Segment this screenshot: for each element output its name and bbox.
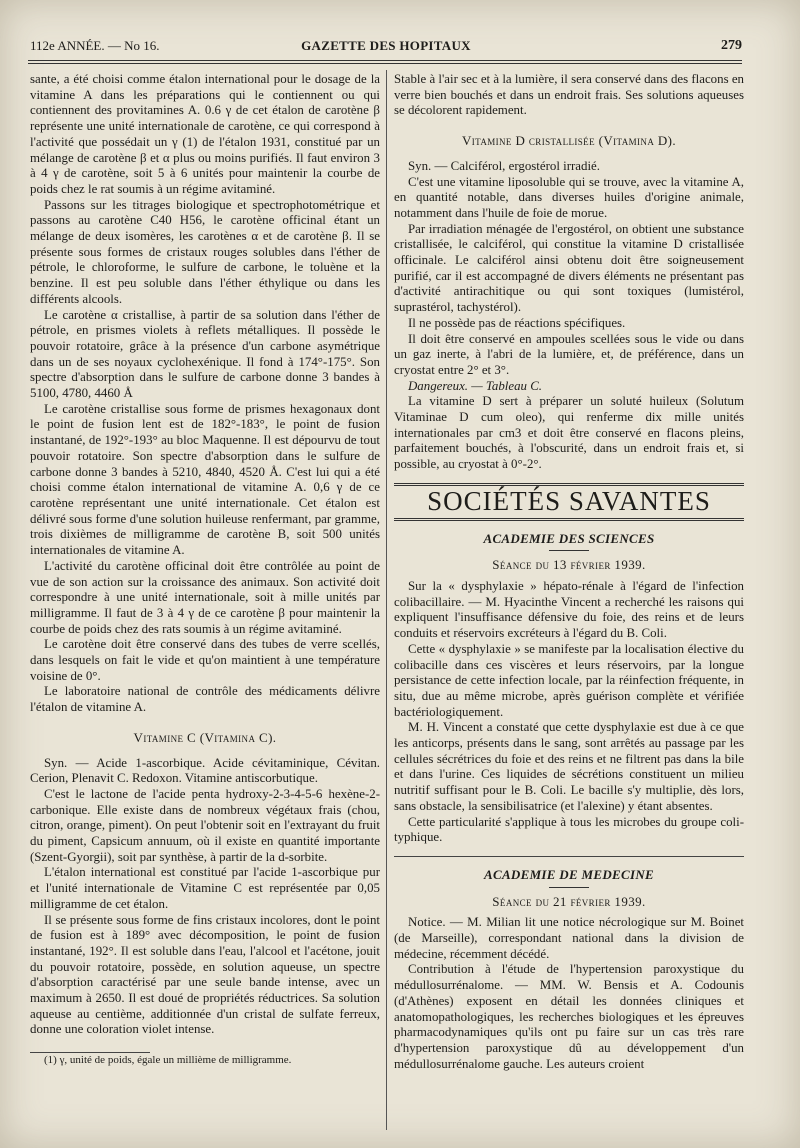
paragraph: Par irradiation ménagée de l'ergostérol, on obtient une substance cristallisée, le calciférol, qui constitue la vitamine D cristallisée officinale. Le calciférol ainsi obtenu doit être soigneusement purifié, car il est accompagné de divers éléments ne présentant pas d'activité antirachitique ou qui sont toxiques (lumistérol, suprastérol, tachystérol). xyxy=(394,221,744,315)
paragraph: Sur la « dysphylaxie » hépato-rénale à l'égard de l'infection colibacillaire. — M. Hyacinthe Vincent a recherché les raisons qui expliquent l'insuffisance défensive du foie, des reins et de leurs conduits et réservoirs excréteurs à l'égard du B. Coli. xyxy=(394,578,744,641)
paragraph: Le carotène doit être conservé dans des tubes de verre scellés, dans lesquels on fait le vide et qu'on maintient à une température voisine de 0°. xyxy=(30,637,380,683)
paragraph: Cette « dysphylaxie » se manifeste par la localisation élective du colibacille dans ces viscères et leurs réservoirs, par la longue persistance de cette infection locale, par la réinfection fréquente, in situ, due au même microbe, après guérison complète et vérifiée bactériologiquement. xyxy=(394,641,744,719)
subheading-vitamin-c: Vitamine C (Vitamina C). xyxy=(133,729,277,745)
paragraph: Notice. — M. Milian lit une notice nécrologique sur M. Boinet (de Marseille), correspondant national dans la division de médecine, récemment décédé. xyxy=(394,915,744,961)
paragraph: Contribution à l'étude de l'hypertension paroxystique du médullosurrénalome. — MM. W. Bensis et A. Codounis (d'Athènes) exposent en détail les données cliniques et anatomopathologiques, les recherches biologiques et les épreuves pharmacodynamiques qu'ils ont pu faire sur un cas très rare d'hypertension paroxystique dû au développement d'un médullosurrénalome gauche. Les auteurs croient xyxy=(394,962,744,1071)
divider xyxy=(549,887,589,888)
subheading-vitamin-d: Vitamine D cristallisée (Vitamina D). xyxy=(461,133,677,149)
paragraph: Syn. — Calciférol, ergostérol irradié. xyxy=(408,158,600,173)
paragraph: Syn. — Acide 1-ascorbique. Acide cévitaminique, Cévitan. Cerion, Plenavit C. Redoxon. Vitamine antiscorbutique. xyxy=(30,755,380,786)
paragraph: Le laboratoire national de contrôle des médicaments délivre l'étalon de vitamine A. xyxy=(30,684,380,715)
paragraph: Cette particularité s'applique à tous les microbes du groupe coli-typhique. xyxy=(394,814,744,845)
paragraph: Le carotène cristallise sous forme de prismes hexagonaux dont le point de fusion lent est de 182°-183°, le point de fusion instantané, de 192°-193° au bloc Maquenne. Il est dépourvu de tout pouvoir rotatoire. Son spectre d'absorption dans le sulfure de carbone donne 3 bandes à 5210, 4840, 4520 Å. C'est lui qui a été choisi comme étalon international de vitamine A. 0,6 γ de ce carotène représentant une unité internationale. Cet étalon est délivré sous forme d'une solution huileuse renfermant, par gramme, trois dixièmes de milligramme de carotène B, soit 500 unités internationales de vitamine A. xyxy=(30,401,380,558)
section-title: SOCIÉTÉS SAVANTES xyxy=(394,483,744,521)
paragraph: Passons sur les titrages biologique et spectrophotométrique et passons au carotène C40 H56, le carotène officinal étant un mélange de deux isomères, les carotènes α et de carotène β. Il se présente sous formes de cristaux rouges solubles dans l'éther de pétrole, le chloroforme, le sulfure de carbone, le toluène et la benzine. Il est peu soluble dans l'éther éthylique ou dans les différents alcools. xyxy=(30,197,380,306)
paragraph: C'est une vitamine liposoluble qui se trouve, avec la vitamine A, en quantité notable, dans diverses huiles d'origine animale, notamment dans l'huile de foie de morue. xyxy=(394,174,744,220)
issue-label: 112e ANNÉE. — No 16. xyxy=(30,38,160,53)
paragraph: L'activité du carotène officinal doit être contrôlée au point de vue de son action sur la croissance des animaux. Son activité doit correspondre à une unité internationale, soit à mille unités par milligramme. Il faut de 3 à 4 γ de ce carotène β pour maintenir la courbe de poids chez des rats soumis à un régime avitaminé. xyxy=(30,558,380,636)
paragraph: sante, a été choisi comme étalon international pour le dosage de la vitamine A dans les préparations qui le contiennent ou qui contiennent des provitamines A. 0.6 γ de cet étalon de carotène β représente une unité internationale de carotène, ce qui correspond à l'activité que possédait un γ (1) de l'étalon 1931, constitué par un mélange de carotène β et α plus ou moins purifiés. Il faut environ 3 à 4 γ de carotène, soit 5 à 6 unités pour maintenir la courbe de poids chez le rat soumis à un régime avitaminé. xyxy=(30,72,380,196)
paragraph: Dangereux. — Tableau C. xyxy=(408,378,543,393)
footnote: (1) γ, unité de poids, égale un millième de milligramme. xyxy=(44,1054,292,1067)
academy-heading: ACADEMIE DES SCIENCES xyxy=(483,530,655,546)
left-column xyxy=(30,72,380,1132)
header-rule xyxy=(28,60,742,61)
paragraph: Il ne possède pas de réactions spécifiques. xyxy=(408,315,626,330)
paragraph: Il se présente sous forme de fins cristaux incolores, dont le point de fusion est à 189° avec décomposition, le point de fusion instantané, 192°. Il est soluble dans l'eau, l'alcool et l'acétone, jouit du pouvoir rotatoire, possède, en solution aqueuse, un spectre d'absorption caractérisé par une seule bande intense, avec un maximum à 2650. Il est doué de propriétés réductrices. Sa solution aqueuse au centième, additionnée d'un cristal de sulfate ferreux, donne une coloration violet intense. xyxy=(30,912,380,1037)
paragraph: L'étalon international est constitué par l'acide 1-ascorbique pur et l'unité internationale de Vitamine C est représentée par 0,05 milligramme de cet étalon. xyxy=(30,865,380,911)
paragraph: Il doit être conservé en ampoules scellées sous le vide ou dans un gaz inerte, à l'abri de la lumière, et, de préférence, dans un cryostat entre 2° et 3°. xyxy=(394,331,744,377)
divider xyxy=(549,550,589,551)
session-date: Séance du 13 février 1939. xyxy=(492,557,646,573)
header-rule-2 xyxy=(28,63,742,64)
paragraph: M. H. Vincent a constaté que cette dysphylaxie est due à ce que les anticorps, présents dans le sang, sont arrêtés au passage par les cellules sécrétrices du foie et des reins et ne filtrent pas dans la bile et dans l'urine. Ces liquides de sécrétions constituent un milieu nutritif suffisant pour le B. Coli. Le bacille s'y multiplie, dès lors, sans obstacle, la sensibilisatrice (et l'alexine) y étant absentes. xyxy=(394,720,744,813)
journal-title: GAZETTE DES HOPITAUX xyxy=(301,38,471,53)
paragraph: Le carotène α cristallise, à partir de sa solution dans l'éther de pétrole, en prismes violets à reflets métalliques. Il possède le pouvoir rotatoire, grâce à la présence d'un carbone asymétrique dans un de ses noyaux cyclohexénique. Il fond à 174°-175°. Son spectre d'absorption dans le sulfure de carbone donne 3 bandes à 5100, 4780, 4460 Å xyxy=(30,307,380,401)
page-number: 279 xyxy=(721,38,742,53)
paragraph: C'est le lactone de l'acide penta hydroxy-2-3-4-5-6 hexène-2-carbonique. Elle existe dans de nombreux végétaux frais (chou, citron, orange, piment). On peut l'obtenir soit en l'extrayant du fruit du piment, Capsicum annuum, où il existe en quantité importante (Szent-Gyorgii), soit par synthèse, à partir de la d-sorbite. xyxy=(30,786,380,864)
paragraph: Stable à l'air sec et à la lumière, il sera conservé dans des flacons en verre bien bouchés et dans un endroit frais. Ses solutions aqueuses se décolorent rapidement. xyxy=(394,72,744,118)
session-date: Séance du 21 février 1939. xyxy=(492,893,646,909)
page-header xyxy=(30,38,742,58)
academy-heading: ACADEMIE DE MEDECINE xyxy=(484,866,654,882)
divider xyxy=(394,856,744,857)
right-column xyxy=(394,72,744,1132)
paragraph: La vitamine D sert à préparer un soluté huileux (Solutum Vitaminae D cum oleo), qui renferme dix mille unités internationales par cm3 et doit être conservé en flacons pleins, parfaitement bouchés, à l'obscurité, dans un endroit frais et, si possible, au cryostat à 0°-2°. xyxy=(394,394,744,472)
column-divider xyxy=(386,70,387,1130)
